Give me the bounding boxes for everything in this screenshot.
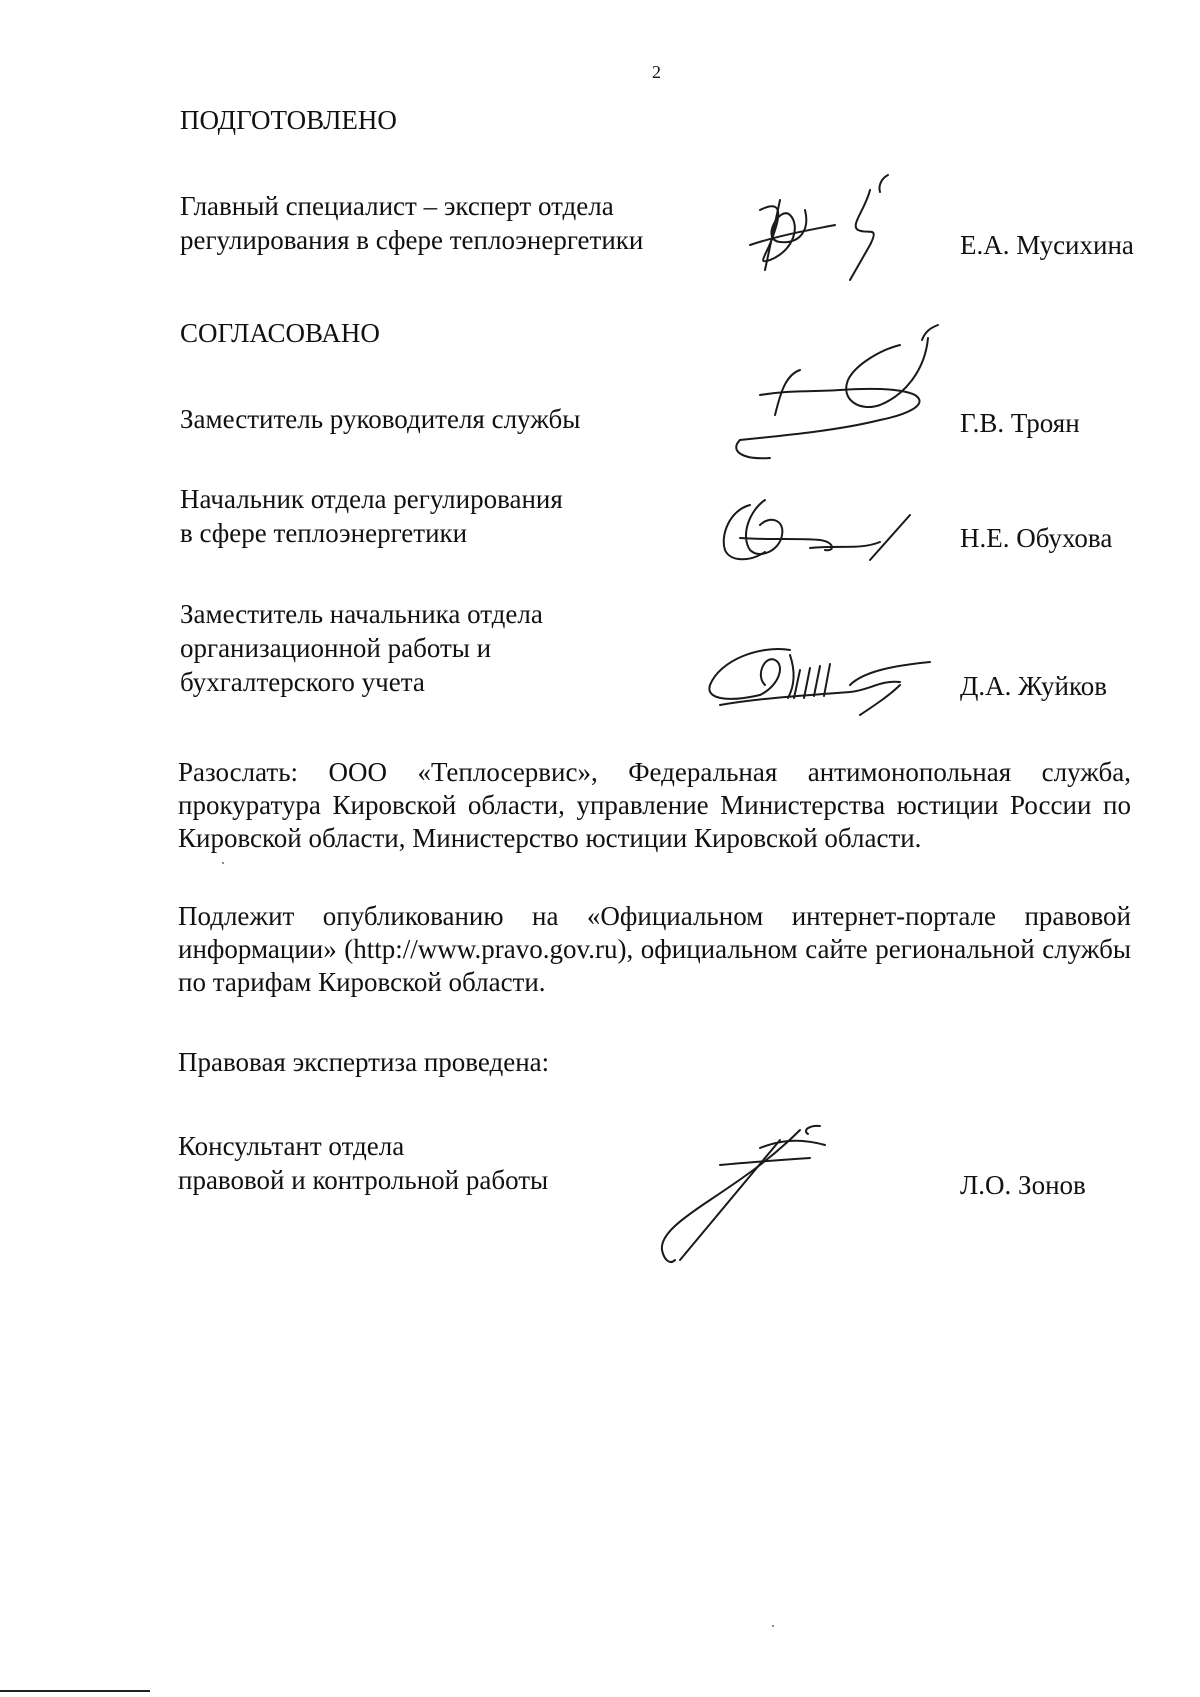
signatory-1-position-line-1: Заместитель руководителя службы: [180, 404, 581, 434]
signatory-3-position-line-1: Заместитель начальника отдела: [180, 599, 543, 629]
legal-review-heading: Правовая экспертиза проведена:: [178, 1047, 550, 1077]
prepared-position-line-2: регулирования в сфере теплоэнергетики: [180, 225, 644, 255]
prepared-name: Е.А. Мусихина: [960, 230, 1134, 260]
legal-review-name: Л.О. Зонов: [960, 1170, 1086, 1200]
signatory-1-name: Г.В. Троян: [960, 408, 1080, 438]
scan-speck: [222, 862, 224, 864]
legal-review-position-line-1: Консультант отдела: [178, 1131, 405, 1161]
signatory-3-position-line-2: организационной работы и: [180, 633, 492, 663]
prepared-position-line-1: Главный специалист – эксперт отдела: [180, 191, 614, 221]
signature-zhuykov: [700, 640, 960, 720]
signature-zonov: [650, 1120, 850, 1270]
publication-paragraph: Подлежит опубликованию на «Официальном интернет-портале правовой информации» (http://www.pravo.gov.ru), официальном сайте региональной службы по тарифам Кировской области.: [178, 901, 1131, 997]
signatory-2-position-line-1: Начальник отдела регулирования: [180, 484, 563, 514]
signature-musikhina: [740, 170, 940, 290]
signatory-2-name: Н.Е. Обухова: [960, 523, 1113, 553]
legal-review-position-line-2: правовой и контрольной работы: [178, 1165, 549, 1195]
signatory-2-position-line-2: в сфере теплоэнергетики: [180, 518, 468, 548]
prepared-heading: ПОДГОТОВЛЕНО: [180, 105, 397, 135]
agreed-heading: СОГЛАСОВАНО: [180, 318, 380, 348]
signature-troyan: [730, 320, 950, 480]
signature-obukhova: [710, 490, 930, 570]
page-number: 2: [652, 62, 661, 82]
distribution-paragraph: Разослать: ООО «Теплосервис», Федеральная антимонопольная служба, прокуратура Кировской области, управление Министерства юстиции России по Кировской области, Министерство юстиции Кировской области.: [178, 757, 1131, 853]
signatory-3-position-line-3: бухгалтерского учета: [180, 667, 425, 697]
scan-edge-line: [0, 1690, 150, 1692]
scan-speck: [772, 1625, 774, 1627]
signatory-3-name: Д.А. Жуйков: [960, 671, 1107, 701]
